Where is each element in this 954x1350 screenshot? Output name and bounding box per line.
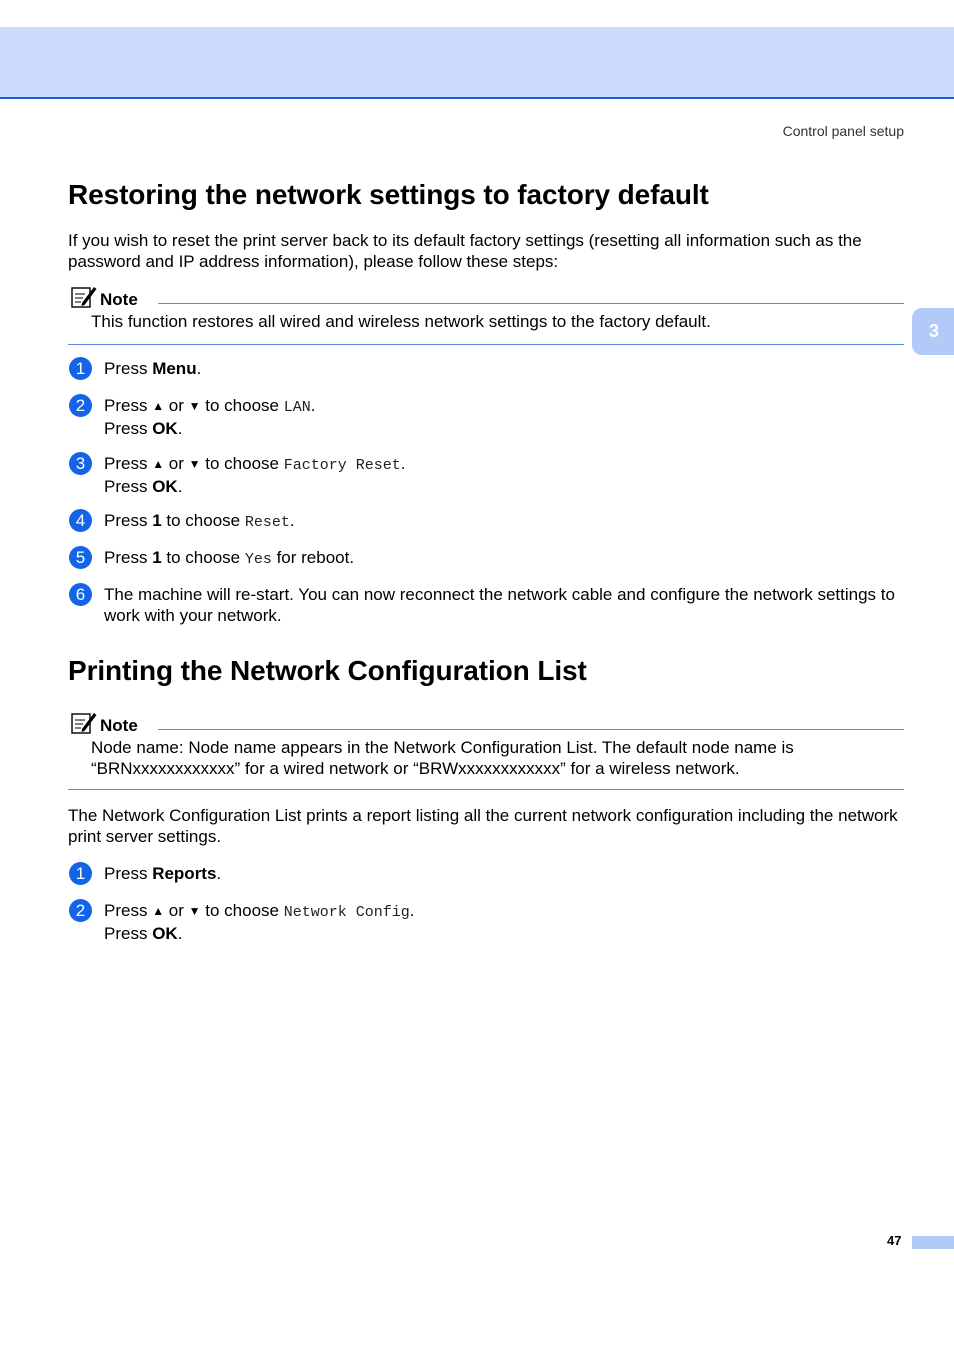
step-number-badge: 1 — [69, 357, 92, 380]
restore-step-2: 2 Press ▲ or ▼ to choose LAN. Press OK. — [68, 395, 904, 439]
restore-step-1: 1 Press Menu. — [68, 358, 904, 379]
network-config-intro: The Network Configuration List prints a report listing all the current network configuration including the network print server settings. — [68, 806, 898, 846]
section-title-network-config: Printing the Network Configuration List — [68, 655, 587, 686]
note-rule — [158, 303, 904, 304]
note-box-restore — [68, 285, 904, 345]
note-rule-bottom — [68, 789, 904, 790]
note-text: This function restores all wired and wireless network settings to the factory default. — [91, 312, 711, 331]
restore-step-4: 4 Press 1 to choose Reset. — [68, 510, 904, 533]
note-rule — [158, 729, 904, 730]
page-number: 47 — [887, 1233, 902, 1248]
down-arrow-icon: ▼ — [188, 399, 201, 413]
step-number-badge: 3 — [69, 452, 92, 475]
down-arrow-icon: ▼ — [188, 904, 201, 918]
note-box-node-name — [68, 711, 904, 790]
chapter-tab[interactable]: 3 — [912, 308, 954, 355]
up-arrow-icon: ▲ — [152, 904, 165, 918]
step-number-badge: 2 — [69, 899, 92, 922]
restore-step-3: 3 Press ▲ or ▼ to choose Factory Reset. Press OK. — [68, 453, 904, 497]
up-arrow-icon: ▲ — [152, 399, 165, 413]
up-arrow-icon: ▲ — [152, 457, 165, 471]
note-rule-bottom — [68, 344, 904, 345]
step-number-badge: 4 — [69, 509, 92, 532]
step-number-badge: 2 — [69, 394, 92, 417]
note-label: Note — [100, 716, 138, 735]
page-tab-bar — [912, 1236, 954, 1249]
restore-intro: If you wish to reset the print server back to its default factory settings (resetting all information such as the password and IP address information), please follow these steps: — [68, 231, 862, 271]
note-text: Node name: Node name appears in the Network Configuration List. The default node name is “BRNxxxxxxxxxxxx” for a wired network or “BRWxxxxxxxxxxxx” for a wireless network. — [91, 738, 794, 778]
config-step-2: 2 Press ▲ or ▼ to choose Network Config. Press OK. — [68, 900, 904, 944]
header-band — [0, 27, 954, 99]
running-head: Control panel setup — [782, 123, 904, 139]
step-number-badge: 1 — [69, 862, 92, 885]
step-number-badge: 5 — [69, 546, 92, 569]
step-number-badge: 6 — [69, 583, 92, 606]
restore-step-6: 6 The machine will re-start. You can now reconnect the network cable and configure the network settings to work with your network. — [68, 584, 904, 626]
section-title-restore: Restoring the network settings to factory default — [68, 179, 709, 210]
note-pencil-icon — [71, 711, 97, 735]
restore-step-5: 5 Press 1 to choose Yes for reboot. — [68, 547, 904, 570]
config-step-1: 1 Press Reports. — [68, 863, 904, 884]
note-label: Note — [100, 290, 138, 309]
down-arrow-icon: ▼ — [188, 457, 201, 471]
note-pencil-icon — [71, 285, 97, 309]
